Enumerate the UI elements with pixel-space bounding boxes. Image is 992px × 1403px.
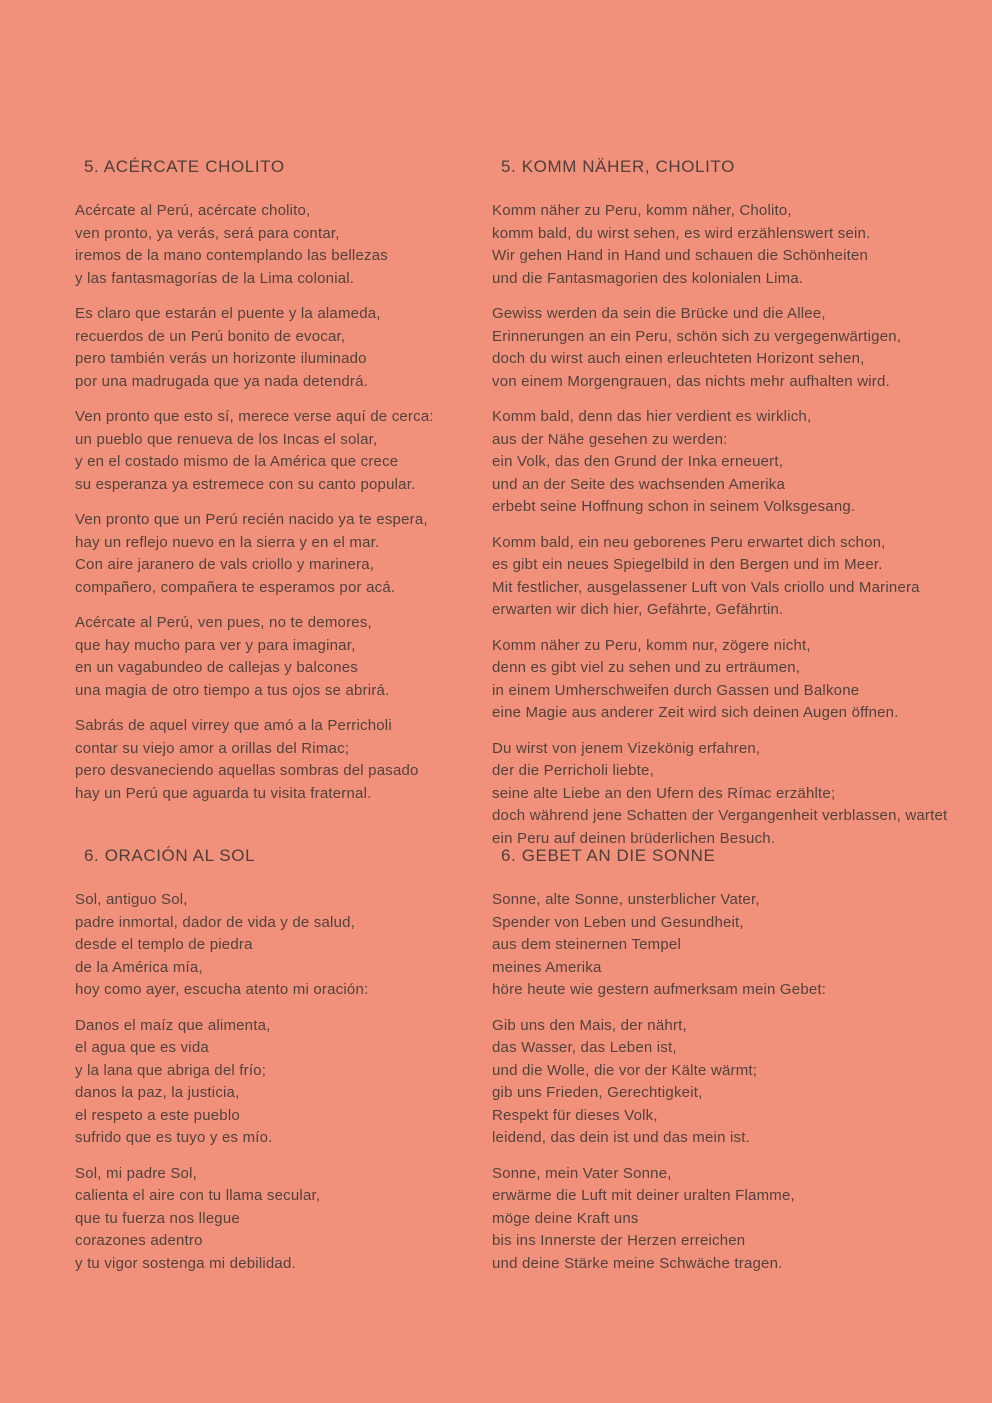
- stanza: [492, 406, 964, 519]
- poem-line: Es claro que estarán el puente y la alameda,: [75, 305, 381, 322]
- poem-line: su esperanza ya estremece con su canto popular.: [75, 475, 416, 493]
- stanza: [492, 1163, 964, 1276]
- poem-line: Ven pronto que un Perú recién nacido ya te espera,: [75, 511, 428, 528]
- poem-line: Komm näher zu Peru, komm nur, zögere nicht,: [492, 636, 811, 654]
- poem-line: en un vagabundeo de callejas y balcones: [75, 659, 359, 676]
- poem-line: de la América mía,: [75, 958, 203, 976]
- poem-line: hay un Perú que aguarda tu visita fraternal.: [75, 784, 372, 802]
- poem-line: leidend, das dein ist und das mein ist.: [492, 1129, 750, 1146]
- poem-line: calienta el aire con tu llama secular,: [75, 1187, 321, 1204]
- stanza: [75, 612, 487, 702]
- stanza: [75, 715, 487, 805]
- section-6-spanish-stanzas: [75, 889, 487, 1275]
- poem-line: una magia de otro tiempo a tus ojos se abrirá.: [75, 681, 390, 699]
- stanza: [75, 406, 487, 496]
- poem-line: Sol, antiguo Sol,: [75, 891, 188, 908]
- poem-line: denn es gibt viel zu sehen und zu erträumen,: [492, 659, 801, 676]
- poem-line: eine Magie aus anderer Zeit wird sich deinen Augen öffnen.: [492, 704, 899, 721]
- stanza: [492, 738, 964, 851]
- poem-line: Acércate al Perú, acércate cholito,: [75, 202, 311, 219]
- poem-line: erwärme die Luft mit deiner uralten Flamme,: [492, 1187, 795, 1204]
- poem-line: compañero, compañera te esperamos por acá.: [75, 578, 396, 596]
- poem-line: und die Fantasmagorien des kolonialen Lima.: [492, 269, 804, 287]
- stanza: [75, 303, 487, 393]
- poem-line: erbebt seine Hoffnung schon in seinem Volksgesang.: [492, 498, 856, 515]
- stanza: [492, 532, 964, 622]
- poem-line: Sol, mi padre Sol,: [75, 1164, 197, 1182]
- poem-line: hay un reflejo nuevo en la sierra y en el mar.: [75, 533, 380, 551]
- poem-line: Danos el maíz que alimenta,: [75, 1016, 271, 1034]
- stanza: [492, 200, 964, 290]
- poem-line: und die Wolle, die vor der Kälte wärmt;: [492, 1061, 758, 1079]
- poem-line: Gib uns den Mais, der nährt,: [492, 1016, 687, 1034]
- poem-line: un pueblo que renueva de los Incas el solar,: [75, 430, 378, 448]
- stanza: [75, 1015, 487, 1150]
- poem-line: hoy como ayer, escucha atento mi oración:: [75, 981, 369, 998]
- poem-line: von einem Morgengrauen, das nichts mehr aufhalten wird.: [492, 372, 890, 390]
- poem-line: y la lana que abriga del frío;: [75, 1061, 267, 1079]
- poem-line: seine alte Liebe an den Ufern des Rímac erzählte;: [492, 784, 836, 802]
- poem-line: doch du wirst auch einen erleuchteten Horizont sehen,: [492, 350, 865, 367]
- section-6-german: [492, 845, 964, 1288]
- poem-line: gib uns Frieden, Gerechtigkeit,: [492, 1084, 703, 1101]
- poem-line: desde el templo de piedra: [75, 936, 253, 953]
- poem-line: que tu fuerza nos llegue: [75, 1209, 240, 1227]
- stanza: [75, 200, 487, 290]
- poem-line: el respeto a este pueblo: [75, 1106, 240, 1124]
- section-6-spanish-heading: 6. ORACIÓN AL SOL: [84, 846, 256, 865]
- stanza: [492, 303, 964, 393]
- poem-line: erwarten wir dich hier, Gefährte, Gefährtin.: [492, 601, 784, 618]
- poem-line: y tu vigor sostenga mi debilidad.: [75, 1254, 296, 1272]
- section-6-spanish: [75, 845, 487, 1288]
- poem-line: pero desvaneciendo aquellas sombras del pasado: [75, 762, 419, 779]
- poem-line: doch während jene Schatten der Vergangenheit verblassen, wartet: [492, 807, 948, 824]
- poem-line: Komm bald, ein neu geborenes Peru erwartet dich schon,: [492, 533, 886, 551]
- poem-line: Con aire jaranero de vals criollo y marinera,: [75, 556, 375, 573]
- poem-line: Acércate al Perú, ven pues, no te demores,: [75, 614, 372, 631]
- poem-line: Sonne, alte Sonne, unsterblicher Vater,: [492, 891, 760, 908]
- poem-line: Respekt für dieses Volk,: [492, 1106, 658, 1124]
- poem-line: Erinnerungen an ein Peru, schön sich zu vergegenwärtigen,: [492, 327, 902, 345]
- poem-line: das Wasser, das Leben ist,: [492, 1039, 677, 1056]
- poem-line: Sonne, mein Vater Sonne,: [492, 1164, 672, 1182]
- section-5-german-heading: 5. KOMM NÄHER, CHOLITO: [501, 157, 735, 176]
- poem-line: bis ins Innerste der Herzen erreichen: [492, 1232, 746, 1249]
- poem-line: Sabrás de aquel virrey que amó a la Perricholi: [75, 717, 392, 734]
- poem-line: el agua que es vida: [75, 1039, 209, 1056]
- poem-line: und deine Stärke meine Schwäche tragen.: [492, 1254, 783, 1272]
- poem-line: es gibt ein neues Spiegelbild in den Bergen und im Meer.: [492, 556, 883, 573]
- poem-line: ein Volk, das den Grund der Inka erneuert,: [492, 453, 784, 470]
- section-5-spanish-heading: 5. ACÉRCATE CHOLITO: [84, 157, 285, 176]
- poem-line: meines Amerika: [492, 958, 602, 976]
- poem-line: Komm näher zu Peru, komm näher, Cholito,: [492, 202, 792, 219]
- section-5-spanish: [75, 156, 487, 818]
- poem-line: Mit festlicher, ausgelassener Luft von Vals criollo und Marinera: [492, 578, 920, 596]
- poem-line: corazones adentro: [75, 1232, 203, 1249]
- stanza: [492, 635, 964, 725]
- poem-line: Spender von Leben und Gesundheit,: [492, 913, 744, 931]
- stanza: [75, 889, 487, 1002]
- poem-line: recuerdos de un Perú bonito de evocar,: [75, 327, 346, 345]
- poem-line: que hay mucho para ver y para imaginar,: [75, 636, 356, 654]
- poem-line: höre heute wie gestern aufmerksam mein Gebet:: [492, 981, 827, 998]
- section-5-german: [492, 156, 964, 863]
- poem-line: ven pronto, ya verás, será para contar,: [75, 224, 340, 242]
- section-6-german-heading: 6. GEBET AN DIE SONNE: [501, 846, 716, 865]
- poem-line: iremos de la mano contemplando las bellezas: [75, 247, 388, 264]
- poem-line: danos la paz, la justicia,: [75, 1084, 240, 1101]
- poem-line: y las fantasmagorías de la Lima colonial.: [75, 269, 355, 287]
- section-5-spanish-stanzas: [75, 200, 487, 805]
- stanza: [492, 1015, 964, 1150]
- poem-line: Wir gehen Hand in Hand und schauen die Schönheiten: [492, 247, 869, 264]
- stanza: [75, 509, 487, 599]
- section-5-german-stanzas: [492, 200, 964, 850]
- poem-line: Gewiss werden da sein die Brücke und die Allee,: [492, 305, 826, 322]
- stanza: [492, 889, 964, 1002]
- poem-line: pero también verás un horizonte iluminado: [75, 350, 367, 367]
- poem-line: y en el costado mismo de la América que crece: [75, 453, 399, 470]
- poem-line: aus dem steinernen Tempel: [492, 936, 681, 953]
- poem-line: padre inmortal, dador de vida y de salud,: [75, 913, 356, 931]
- poem-line: komm bald, du wirst sehen, es wird erzählenswert sein.: [492, 224, 871, 242]
- poem-line: und an der Seite des wachsenden Amerika: [492, 475, 785, 493]
- poem-line: aus der Nähe gesehen zu werden:: [492, 430, 728, 448]
- poem-line: contar su viejo amor a orillas del Rimac;: [75, 739, 350, 757]
- poem-line: por una madrugada que ya nada detendrá.: [75, 372, 369, 390]
- poem-line: ein Peru auf deinen brüderlichen Besuch.: [492, 829, 776, 847]
- stanza: [75, 1163, 487, 1276]
- poem-line: Du wirst von jenem Vizekönig erfahren,: [492, 739, 761, 757]
- section-6-german-stanzas: [492, 889, 964, 1275]
- poem-line: der die Perricholi liebte,: [492, 762, 654, 779]
- poem-line: Komm bald, denn das hier verdient es wirklich,: [492, 408, 812, 425]
- poem-line: Ven pronto que esto sí, merece verse aquí de cerca:: [75, 408, 434, 425]
- poem-line: möge deine Kraft uns: [492, 1209, 639, 1227]
- poem-line: in einem Umherschweifen durch Gassen und Balkone: [492, 681, 860, 699]
- poem-line: sufrido que es tuyo y es mío.: [75, 1129, 273, 1146]
